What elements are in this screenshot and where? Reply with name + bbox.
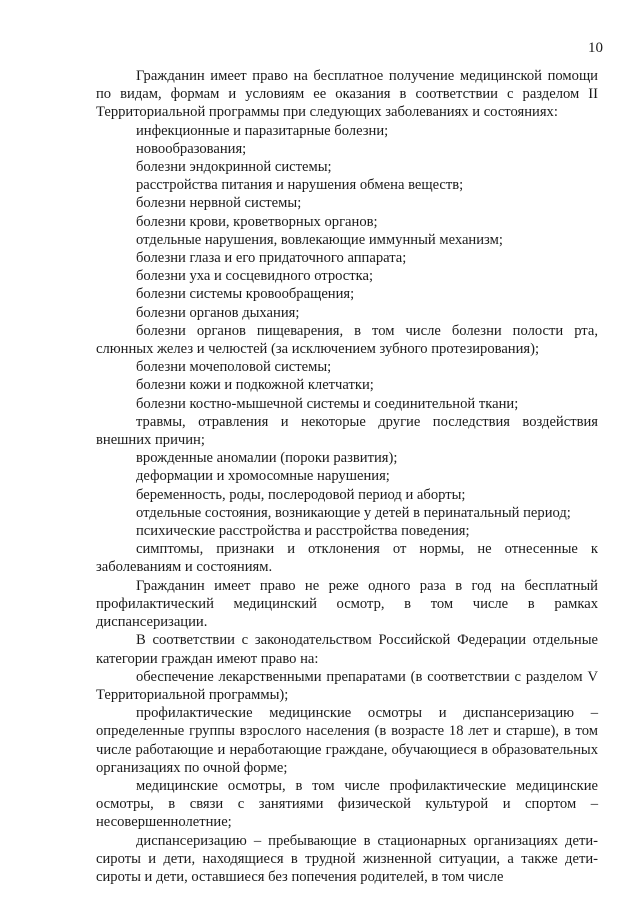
list-item: инфекционные и паразитарные болезни; — [136, 122, 389, 139]
list-item: расстройства питания и нарушения обмена веществ; — [136, 177, 464, 194]
list-item: болезни глаза и его придаточного аппарата; — [136, 250, 407, 267]
paragraph: Гражданин имеет право не реже одного раза в год на бесплатный профилактический медицинский осмотр, в том числе в рамках диспансеризации. — [96, 577, 598, 631]
list-item: болезни нервной системы; — [136, 195, 302, 212]
list-item: болезни кожи и подкожной клетчатки; — [136, 377, 374, 394]
list-item: деформации и хромосомные нарушения; — [136, 468, 390, 485]
paragraph: Гражданин имеет право на бесплатное получение медицинской помощи по видам, формам и условиям ее оказания в соответствии с разделом II Территориальной программы при следующих заболеваниях и состояниях: — [96, 68, 598, 121]
list-item: болезни системы кровообращения; — [136, 286, 355, 303]
list-item: болезни органов дыхания; — [136, 304, 300, 321]
list-item: обеспечение лекарственными препаратами (в соответствии с разделом V Территориальной программы); — [96, 668, 598, 703]
list-item: профилактические медицинские осмотры и диспансеризацию – определенные группы взрослого населения (в возрасте 18 лет и старше), в том числе работающие и неработающие граждане, обучающиеся в образовательных организациях по очной форме; — [96, 705, 598, 776]
list-item: диспансеризацию – пребывающие в стационарных организациях дети-сироты и дети, находящиеся в трудной жизненной ситуации, а также дети-сироты и дети, оставшиеся без попечения родителей, в том числе — [96, 832, 598, 885]
list-item: травмы, отравления и некоторые другие последствия воздействия внешних причин; — [96, 413, 598, 449]
list-item: врожденные аномалии (пороки развития); — [136, 450, 398, 467]
list-item: болезни эндокринной системы; — [136, 159, 332, 176]
list-item: болезни уха и сосцевидного отростка; — [136, 268, 374, 285]
list-item: медицинские осмотры, в том числе профилактические медицинские осмотры, в связи с занятиями физической культурой и спортом – несовершеннолетние; — [96, 777, 598, 831]
list-item: болезни органов пищеварения, в том числе болезни полости рта, слюнных желез и челюстей (за исключением зубного протезирования); — [96, 322, 598, 358]
paragraph: В соответствии с законодательством Российской Федерации отдельные категории граждан имеют право на: — [96, 632, 598, 667]
document-body — [96, 67, 598, 886]
list-item: болезни мочеполовой системы; — [136, 359, 332, 376]
page-number: 10 — [588, 40, 603, 56]
list-item: психические расстройства и расстройства поведения; — [136, 523, 470, 540]
list-item: болезни костно-мышечной системы и соединительной ткани; — [136, 395, 519, 412]
list-item: отдельные нарушения, вовлекающие иммунный механизм; — [136, 231, 503, 248]
list-item: беременность, роды, послеродовой период и аборты; — [136, 486, 466, 503]
list-item: симптомы, признаки и отклонения от нормы, не отнесенные к заболеваниям и состояниям. — [96, 541, 598, 576]
list-item: болезни крови, кроветворных органов; — [136, 213, 378, 230]
list-item: отдельные состояния, возникающие у детей в перинатальный период; — [136, 504, 571, 521]
list-item: новообразования; — [136, 140, 247, 157]
